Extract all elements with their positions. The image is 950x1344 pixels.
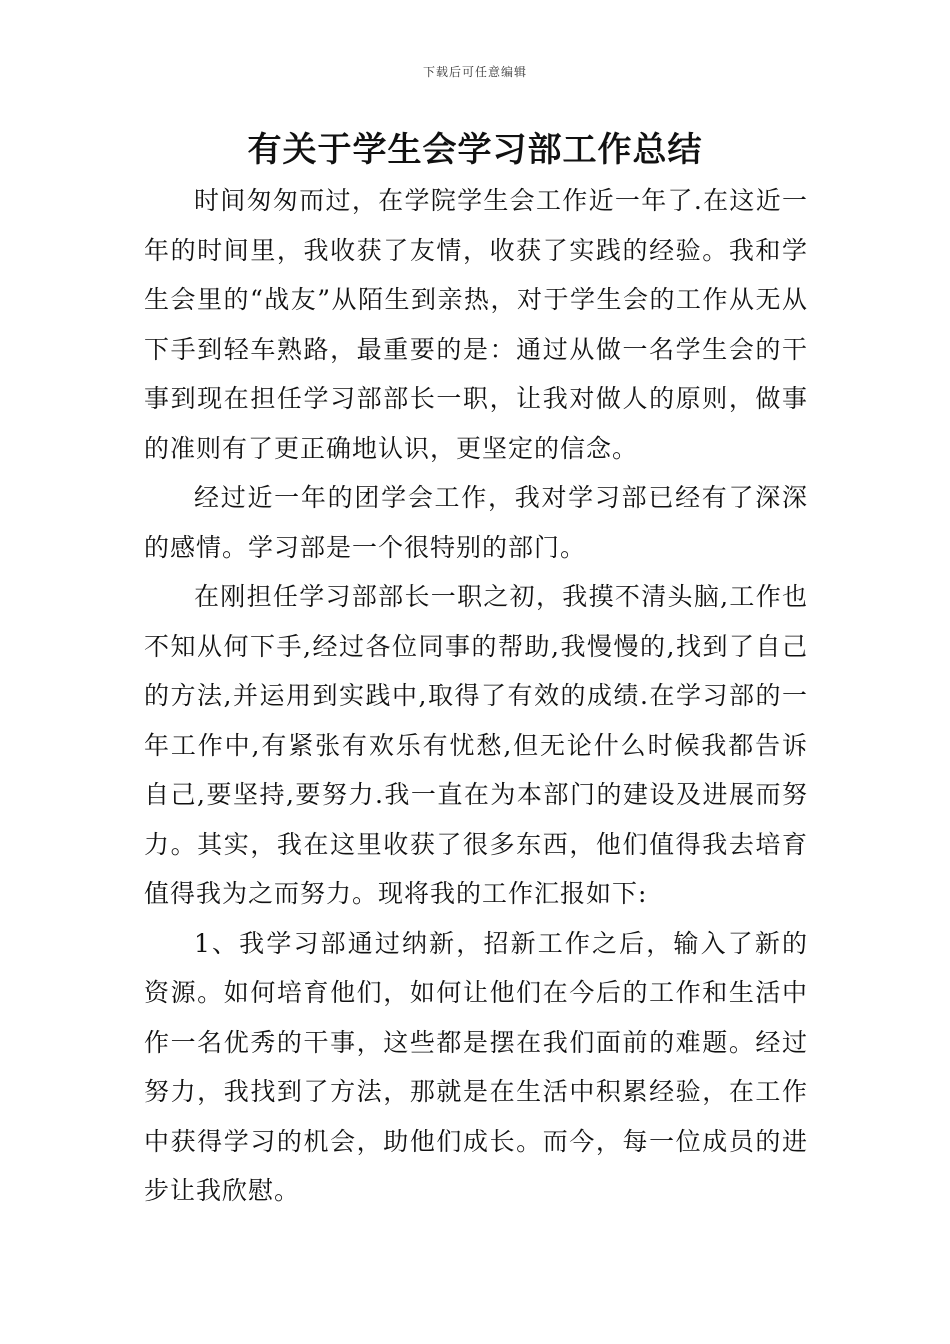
- paragraph-4: 1、我学习部通过纳新，招新工作之后，输入了新的资源。如何培育他们，如何让他们在今后的工作和生活中作一名优秀的干事，这些都是摆在我们面前的难题。经过努力，我找到了方法，那就是在生活中积累经验，在工作中获得学习的机会，助他们成长。而今，每一位成员的进步让我欣慰。: [144, 928, 808, 1205]
- header-note: 下载后可任意编辑: [422, 65, 527, 79]
- paragraph-3: 在刚担任学习部部长一职之初，我摸不清头脑,工作也不知从何下手,经过各位同事的帮助,我慢慢的,找到了自己的方法,并运用到实践中,取得了有效的成绩.在学习部的一年工作中,有紧张有欢乐有忧愁,但无论什么时候我都告诉自己,要坚持,要努力.我一直在为本部门的建设及进展而努力。其实，我在这里收获了很多东西，他们值得我去培育值得我为之而努力。现将我的工作汇报如下:: [144, 582, 808, 908]
- document-body: [144, 176, 808, 1216]
- paragraph-1: 时间匆匆而过，在学院学生会工作近一年了.在这近一年的时间里，我收获了友情，收获了实践的经验。我和学生会里的“战友”从陌生到亲热，对于学生会的工作从无从下手到轻车熟路，最重要的是：通过从做一名学生会的干事到现在担任学习部部长一职，让我对做人的原则，做事的准则有了更正确地认识，更坚定的信念。: [144, 186, 808, 463]
- document-title: 有关于学生会学习部工作总结: [247, 130, 703, 170]
- paragraph-2: 经过近一年的团学会工作，我对学习部已经有了深深的感情。学习部是一个很特别的部门。: [144, 483, 808, 562]
